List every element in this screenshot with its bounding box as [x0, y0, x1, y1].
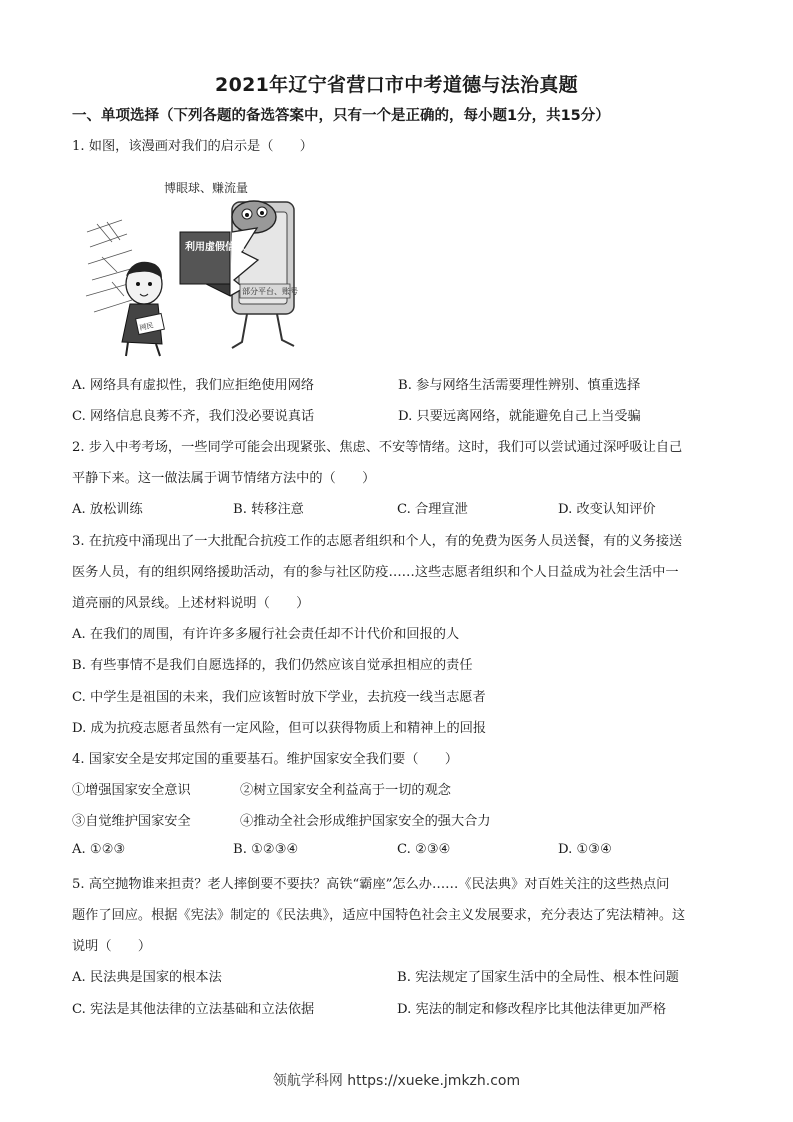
q5-option-b[interactable]: B. 宪法规定了国家生活中的全局性、根本性问题	[397, 970, 679, 985]
question-5-stem-line-1: 5. 高空抛物谁来担责？老人摔倒要不要扶？高铁“霸座”怎么办……《民法典》对百姓关注的这些热点问	[72, 877, 670, 892]
q3-option-b[interactable]: B. 有些事情不是我们自愿选择的，我们仍然应该自觉承担相应的责任	[72, 658, 473, 673]
cartoon-illustration	[82, 172, 307, 360]
q1-option-c[interactable]: C. 网络信息良莠不齐，我们没必要说真话	[72, 409, 315, 424]
q2-option-b[interactable]: B. 转移注意	[233, 502, 304, 517]
question-3-stem-line-3: 道亮丽的风景线。上述材料说明（ ）	[72, 596, 310, 611]
q4-option-c[interactable]: C. ②③④	[397, 842, 451, 857]
q3-option-a[interactable]: A. 在我们的周围，有许许多多履行社会责任却不计代价和回报的人	[72, 627, 460, 642]
q5-option-d[interactable]: D. 宪法的制定和修改程序比其他法律更加严格	[397, 1002, 667, 1017]
q2-option-c[interactable]: C. 合理宣泄	[397, 502, 468, 517]
q4-option-a[interactable]: A. ①②③	[72, 842, 126, 857]
q4-option-d[interactable]: D. ①③④	[558, 842, 612, 857]
q1-option-d[interactable]: D. 只要远离网络，就能避免自己上当受骗	[398, 409, 641, 424]
q1-option-a[interactable]: A. 网络具有虚拟性，我们应拒绝使用网络	[72, 378, 315, 393]
q4-item-3: ③自觉维护国家安全	[72, 814, 191, 829]
q3-option-d[interactable]: D. 成为抗疫志愿者虽然有一定风险，但可以获得物质上和精神上的回报	[72, 721, 487, 736]
phone-label: 部分平台、账号	[242, 287, 298, 296]
question-3-stem-line-2: 医务人员，有的组织网络援助活动，有的参与社区防疫……这些志愿者组织和个人日益成为社会生活中一	[72, 565, 679, 580]
q5-option-a[interactable]: A. 民法典是国家的根本法	[72, 970, 222, 985]
person-figure	[122, 262, 164, 356]
q1-option-b[interactable]: B. 参与网络生活需要理性辨别、慎重选择	[398, 378, 641, 393]
question-2-stem-line-2: 平静下来。这一做法属于调节情绪方法中的（ ）	[72, 471, 376, 486]
cartoon-caption: 博眼球、赚流量	[164, 181, 249, 195]
q5-option-c[interactable]: C. 宪法是其他法律的立法基础和立法依据	[72, 1002, 315, 1017]
question-2-stem-line-1: 2. 步入中考考场，一些同学可能会出现紧张、焦虑、不安等情绪。这时，我们可以尝试通过深呼吸让自己	[72, 440, 683, 455]
cartoon-background	[86, 220, 134, 312]
q4-item-4: ④推动全社会形成维护国家安全的强大合力	[240, 814, 491, 829]
question-5-stem-line-3: 说明（ ）	[72, 939, 152, 954]
q4-option-b[interactable]: B. ①②③④	[233, 842, 299, 857]
section-heading: 一、单项选择（下列各题的备选答案中，只有一个是正确的，每小题1分，共15分）	[72, 108, 610, 124]
q2-option-d[interactable]: D. 改变认知评价	[558, 502, 656, 517]
speech-text: 利用虚假信息	[185, 242, 245, 253]
q2-option-a[interactable]: A. 放松训练	[72, 502, 143, 517]
question-4-stem: 4. 国家安全是安邦定国的重要基石。维护国家安全我们要（ ）	[72, 752, 459, 767]
question-3-stem-line-1: 3. 在抗疫中涌现出了一大批配合抗疫工作的志愿者组织和个人，有的免费为医务人员送餐，有的义务接送	[72, 534, 683, 549]
q3-option-c[interactable]: C. 中学生是祖国的未来，我们应该暂时放下学业，去抗疫一线当志愿者	[72, 690, 486, 705]
page-title: 2021年辽宁省营口市中考道德与法治真题	[215, 74, 578, 96]
question-5-stem-line-2: 题作了回应。根据《宪法》制定的《民法典》，适应中国特色社会主义发展要求，充分表达了宪法精神。这	[72, 908, 686, 923]
q4-item-1: ①增强国家安全意识	[72, 783, 191, 798]
q4-item-2: ②树立国家安全利益高于一切的观念	[240, 783, 451, 798]
person-label: 网民	[138, 321, 155, 333]
question-1-stem: 1. 如图，该漫画对我们的启示是（ ）	[72, 139, 313, 154]
footer-watermark: 领航学科网 https://xueke.jmkzh.com	[272, 1073, 521, 1089]
